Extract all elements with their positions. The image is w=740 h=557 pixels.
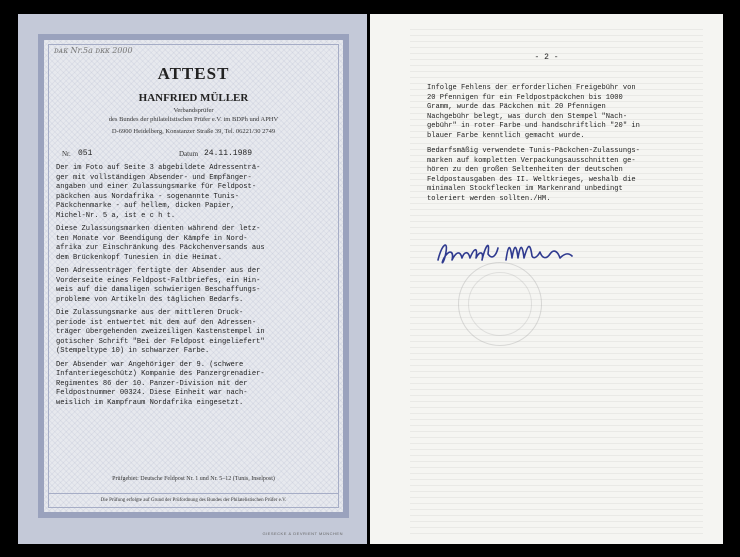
examiner-role: Verbandsprüfer xyxy=(173,107,214,114)
attest-page-right xyxy=(370,14,723,544)
attest-paragraph: Diese Zulassungsmarken dienten während der letz- ten Monate vor Beendigung der Kämpfe in Nord- afrika zur Einschränkung des Päckchenversands aus dem Brückenkopf Tunesien in die Heimat. xyxy=(56,225,265,262)
continuation-body xyxy=(427,84,703,210)
attest-body xyxy=(56,164,333,412)
date-label: Datum xyxy=(179,150,199,158)
certificate-number-line xyxy=(62,150,333,158)
examiner-address: D-6900 Heidelberg, Konstanzer Straße 39, Tel. 06221/30 2749 xyxy=(111,128,276,135)
continuation-paragraph: Infolge Fehlens der erforderlichen Freigebühr von 20 Pfennigen für ein Feldpostpäckchen bis 1000 Gramm, wurde das Päckchen mit 20 Pfennigen Nachgebühr belegt, was durch den Stempel "Nach- gebühr" in roter Farbe und handschriftlich "20" in blauer Farbe kenntlich gemacht wurde. xyxy=(427,84,640,140)
embossed-seal xyxy=(458,262,542,346)
nr-label: Nr. xyxy=(62,150,71,158)
printer-imprint: GIESECKE & DEVRIENT MÜNCHEN xyxy=(262,531,343,536)
date-value: 24.11.1989 xyxy=(204,149,253,158)
examiner-name: HANFRIED MÜLLER xyxy=(138,92,249,104)
pruefgebiet: Prüfgebiet: Deutsche Feldpost Nr. 1 und Nr. 5–12 (Tunis, Inselpost) xyxy=(112,476,275,482)
attest-page-left xyxy=(18,14,367,544)
attest-title: ATTEST xyxy=(157,64,230,83)
attest-paragraph: Die Zulassungsmarke aus der mittleren Druck- periode ist entwertet mit dem auf den Adressen- träger übergehenden zweizeiligen Kastenstempel in gotischer Schrift "Bei der Feldpost eingeliefert" (Stempeltype 10) in schwarzer Farbe. xyxy=(56,309,265,355)
attest-paragraph: Den Adressenträger fertigte der Absender aus der Vorderseite eines Feldpost-Faltbriefes, ein Hin- weis auf die damaligen schwierigen Beschaffungs- probleme von Artikeln des täglichen Bedarfs. xyxy=(56,267,261,304)
certificate-frame xyxy=(38,34,349,518)
pencil-note: ᴅᴀᴋ Nr.5a ᴅᴋᴋ 2000 xyxy=(54,46,133,55)
page-number: - 2 - xyxy=(534,53,559,62)
continuation-paragraph: Bedarfsmäßig verwendete Tunis-Päckchen-Zulassungs- marken auf kompletten Verpackungsausschnitten ge- hören zu den großen Seltenheiten der deutschen Feldpostausgaben des II. Weltkrieges, weshalb die minimalen Stockflecken im Markenrand unbedingt toleriert werden sollten./HM. xyxy=(427,147,640,203)
examiner-association: des Bundes der philatelistischen Prüfer e.V. im BDPh und APHV xyxy=(108,116,279,123)
handwritten-signature xyxy=(434,234,584,274)
attest-paragraph: Der im Foto auf Seite 3 abgebildete Adressenträ- ger mit vollständigen Absender- und Empfänger- angaben und einer Zulassungsmarke für Feldpost- päckchen aus Nordafrika - sogenannte Tunis- Päckchenmarke - auf hellem, dicken Papier, Michel-Nr. 5 a, ist e c h t. xyxy=(56,164,261,220)
attest-paragraph: Der Absender war Angehöriger der 9. (schwere Infanteriegeschütz) Kompanie des Panzergrenadier- Regimentes 86 der 10. Panzer-Division mit der Feldpostnummer 00324. Diese Einheit war nach- weislich im Kampfraum Nordafrika eingesetzt. xyxy=(56,360,265,407)
nr-value: 051 xyxy=(78,149,93,158)
bottom-note: Die Prüfung erfolgte auf Grund der Prüfordnung des Bundes der Philatelistischen Prüfer e.V. xyxy=(48,493,339,508)
